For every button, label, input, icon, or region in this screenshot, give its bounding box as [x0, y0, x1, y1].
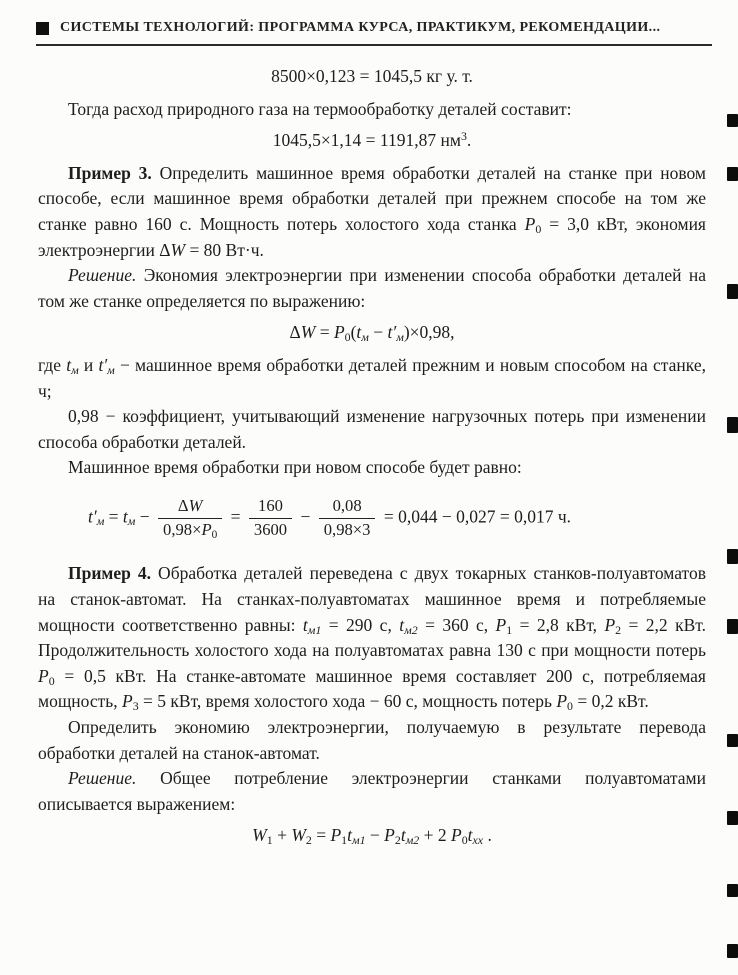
scan-artifact	[727, 884, 738, 897]
text-segment: P	[384, 825, 395, 846]
text-segment: м2	[404, 622, 418, 637]
text-segment: P	[330, 825, 342, 846]
text-segment: 0	[48, 673, 55, 688]
text-segment: 2	[394, 833, 401, 848]
page-header	[36, 20, 712, 46]
text-segment: t′	[98, 354, 108, 375]
text-segment: P	[604, 614, 616, 635]
text-segment: (	[350, 322, 357, 343]
text-segment: м1	[307, 622, 322, 637]
text-segment: 3600	[253, 519, 288, 539]
scan-artifact	[727, 944, 738, 958]
text-segment: 1	[506, 622, 513, 637]
fraction	[158, 496, 222, 541]
text-segment: Решение.	[68, 265, 137, 286]
text-segment: Определить машинное время обработки деталей на станке при новом способе, если машинное время обработки деталей при прежнем способе на том же станке равно 160 с. Мощность потерь холостого хода станка	[38, 162, 706, 234]
text-segment: = 360 с,	[417, 614, 496, 635]
text-segment: Определить экономию электроэнергии, получаемую в результате перевода обработки деталей на станок-автомат.	[38, 717, 706, 763]
text-segment: 160	[258, 495, 283, 515]
text-segment: +	[272, 825, 292, 846]
text-segment: P	[333, 322, 345, 343]
text-segment: =	[315, 322, 334, 343]
fraction	[249, 496, 292, 541]
text-segment: 3	[132, 699, 139, 714]
text-segment: P	[451, 825, 462, 846]
text-segment: = 5 кВт, время холостого хода − 60 с, мощность потерь	[138, 691, 557, 712]
text-segment: W	[188, 495, 203, 515]
scan-artifact	[727, 284, 738, 299]
text-segment: Общее потребление электроэнергии станками полуавтоматами описывается выражением:	[38, 768, 706, 814]
text-segment: W	[291, 825, 306, 846]
text-segment: 1	[341, 833, 348, 848]
paragraph	[38, 766, 706, 817]
text-segment: t′	[88, 506, 97, 527]
document-content	[38, 58, 706, 856]
text-segment: .	[466, 130, 472, 151]
text-segment: t	[356, 322, 362, 343]
text-segment: t	[66, 354, 72, 375]
running-head-title: СИСТЕМЫ ТЕХНОЛОГИЙ: ПРОГРАММА КУРСА, ПРАКТИКУМ, РЕКОМЕНДАЦИИ...	[60, 20, 661, 35]
text-segment: t	[400, 825, 406, 846]
text-segment: 3	[460, 129, 467, 144]
text-segment: P	[556, 691, 568, 712]
paragraph	[38, 715, 706, 766]
text-segment: P	[495, 614, 507, 635]
text-segment: 1	[266, 833, 273, 848]
text-segment: t′	[387, 322, 397, 343]
scan-marks	[726, 0, 738, 975]
text-segment: + 2	[419, 825, 451, 846]
text-segment: хх	[472, 833, 484, 848]
text-segment: = 3,0 кВт, экономия электроэнергии Δ	[38, 213, 706, 260]
text-segment: −	[365, 825, 385, 846]
text-segment: Δ	[177, 495, 189, 515]
scan-artifact	[727, 114, 738, 127]
paragraph	[38, 161, 706, 263]
paragraph	[38, 561, 706, 715]
text-segment: = 2,2 кВт. Продолжительность холостого хода на полуавтоматах равна 130 с при мощности потерь	[38, 614, 706, 661]
text-segment: Δ	[289, 322, 301, 343]
formula	[38, 128, 706, 154]
text-segment: )×0,98,	[403, 322, 455, 343]
text-segment: = 0,044 − 0,027 = 0,017 ч.	[379, 506, 572, 527]
text-segment: Пример 3.	[68, 162, 152, 183]
text-segment: t	[399, 614, 405, 635]
text-segment: P	[122, 691, 133, 712]
text-segment: −	[368, 322, 388, 343]
text-segment: и	[78, 354, 99, 375]
text-segment: Тогда расход природного газа на термообработку деталей составит:	[68, 98, 572, 119]
text-segment: 0,98 − коэффициент, учитывающий изменение нагрузочных потерь при изменении способа обработки деталей.	[38, 406, 706, 452]
text-segment: м1	[352, 833, 366, 848]
paragraph	[38, 404, 706, 455]
text-segment: t	[122, 506, 128, 527]
scan-artifact	[727, 417, 738, 433]
text-segment: 1045,5×1,14 = 1191,87 нм	[272, 130, 461, 151]
text-segment: Обработка деталей переведена с двух токарных станков-полуавтоматов на станок-автомат. На станках-полуавтоматах машинное время и потребляемые мощности соответственно равны:	[38, 563, 706, 635]
text-segment: м	[361, 330, 369, 345]
text-segment: −	[135, 506, 155, 527]
text-segment: W	[252, 825, 267, 846]
text-segment: 0,98×	[163, 519, 202, 539]
formula	[38, 64, 706, 90]
text-segment: м	[396, 330, 404, 345]
text-segment: t	[347, 825, 352, 846]
text-segment: Экономия электроэнергии при изменении способа обработки деталей на том же станке определяется по выражению:	[38, 265, 706, 311]
text-segment: 0,08	[332, 495, 362, 515]
formula	[38, 320, 706, 346]
paragraph	[38, 455, 706, 481]
text-segment: м2	[405, 833, 420, 848]
text-segment: = 0,5 кВт. На станке-автомате машинное время составляет 200 с, потребляемая мощность,	[38, 665, 706, 712]
text-segment: Пример 4.	[68, 563, 152, 584]
text-segment: W	[300, 322, 316, 343]
section-marker-icon	[36, 22, 49, 35]
text-segment: где	[38, 354, 67, 375]
text-segment: =	[311, 825, 331, 846]
text-segment: P	[524, 213, 536, 234]
scan-artifact	[727, 811, 738, 825]
text-segment: Машинное время обработки при новом способе будет равно:	[68, 457, 522, 478]
text-segment: 0	[461, 833, 468, 848]
formula	[38, 496, 706, 541]
text-segment: 2	[615, 622, 622, 637]
text-segment: 0	[535, 221, 542, 236]
paragraph	[38, 263, 706, 314]
text-segment: P	[201, 519, 212, 539]
scan-artifact	[727, 734, 738, 747]
text-segment: − машинное время обработки деталей прежним и новым способом на станке, ч;	[38, 354, 706, 401]
text-segment: 0	[211, 528, 218, 541]
text-segment: =	[104, 506, 123, 527]
text-segment: м	[71, 362, 79, 377]
text-segment: = 0,2 кВт.	[572, 691, 649, 712]
text-segment: 2	[305, 833, 312, 848]
text-segment: 0,98×3	[323, 519, 371, 539]
text-segment: −	[296, 506, 315, 527]
text-segment: 8500×0,123 = 1045,5 кг у. т.	[271, 66, 473, 86]
text-segment: W	[170, 239, 186, 260]
text-segment: t	[467, 825, 473, 846]
text-segment: P	[38, 665, 49, 686]
text-segment: =	[226, 506, 245, 527]
paragraph	[38, 97, 706, 123]
text-segment: 0	[344, 330, 351, 345]
text-segment: = 80 Вт·ч.	[185, 239, 264, 260]
formula	[38, 823, 706, 849]
scan-artifact	[727, 549, 738, 564]
text-segment: м	[107, 362, 115, 377]
text-segment: м	[127, 514, 136, 529]
scan-artifact	[727, 619, 738, 634]
text-segment: м	[96, 514, 105, 529]
fraction	[319, 496, 376, 541]
text-segment: = 2,8 кВт,	[512, 614, 605, 635]
text-segment: t	[302, 614, 308, 635]
text-segment: Решение.	[68, 768, 137, 789]
paragraph	[38, 353, 706, 404]
text-segment: = 290 с,	[321, 614, 400, 635]
text-segment: 0	[567, 699, 573, 714]
scan-artifact	[727, 167, 738, 181]
text-segment: .	[483, 825, 492, 846]
